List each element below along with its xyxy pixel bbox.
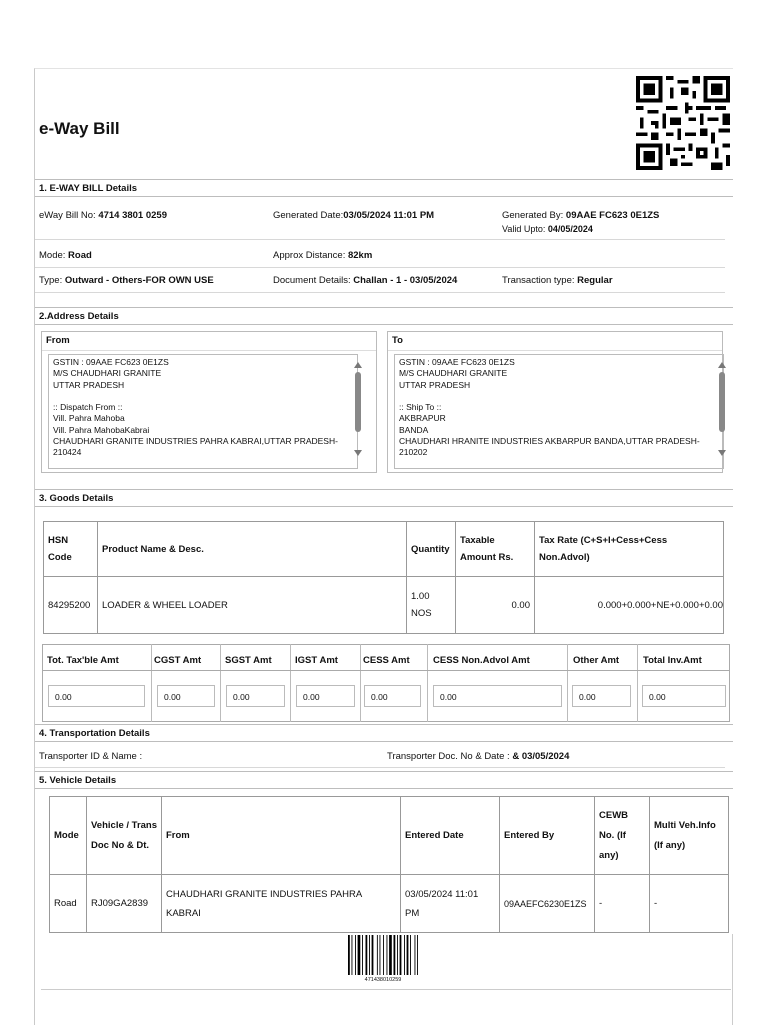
taxable-header: Taxable Amount Rs.: [456, 522, 535, 577]
transport-row: [35, 745, 725, 768]
document-details: Challan - 1 - 03/05/2024: [353, 275, 458, 286]
distance: 82km: [347, 250, 373, 261]
eway-details-section-title: 1. E-WAY BILL Details: [35, 179, 733, 197]
generated-by: 09AAE FC623 0E1ZS: [565, 210, 660, 221]
barcode-number: 471438010259: [364, 977, 402, 983]
from-address-text[interactable]: GSTIN : 09AAE FC623 0E1ZS M/S CHAUDHARI GRANITE UTTAR PRADESH :: Dispatch From :: Vill. Pahra Mahoba Vill. Pahra MahobaKabrai CHAUDHARI GRANITE INDUSTRIES PAHRA KABRAI,UTTAR PRADESH-210424: [48, 354, 358, 469]
vehicle-entered-by-cell: 09AAEFC6230E1ZS: [500, 875, 595, 933]
cgst-label: CGST Amt: [154, 655, 202, 666]
transaction-type-label: Transaction type:: [502, 275, 578, 286]
document-details-label: Document Details:: [273, 275, 354, 286]
to-address-text[interactable]: GSTIN : 09AAE FC623 0E1ZS M/S CHAUDHARI GRANITE UTTAR PRADESH :: Ship To :: AKBRAPUR BANDA CHAUDHARI HRANITE INDUSTRIES AKBARPUR BANDA,UTTAR PRADESH-210202: [394, 354, 724, 469]
distance-label: Approx Distance:: [273, 250, 348, 261]
mode: Road: [68, 250, 92, 261]
multi-veh-header: Multi Veh.Info (If any): [650, 797, 729, 875]
entered-date-header: Entered Date: [401, 797, 500, 875]
to-label: To: [388, 332, 722, 351]
bill-no: 4714 3801 0259: [98, 210, 167, 221]
cgst-value: 0.00: [157, 685, 215, 707]
vehicle-from-cell: CHAUDHARI GRANITE INDUSTRIES PAHRA KABRAI: [162, 875, 401, 933]
generated-date: 03/05/2024 11:01 PM: [343, 210, 435, 221]
transporter-label: Transporter ID & Name :: [39, 751, 143, 762]
tax-rate-header: Tax Rate (C+S+I+Cess+Cess Non.Advol): [535, 522, 724, 577]
mode-header: Mode: [50, 797, 87, 875]
quantity-header: Quantity: [407, 522, 456, 577]
eway-details-row-3: [35, 269, 725, 293]
product-cell: LOADER & WHEEL LOADER: [98, 577, 407, 634]
vehicle-no-cell: RJ09GA2839: [87, 875, 162, 933]
from-address-box: [41, 331, 377, 473]
hsn-cell: 84295200: [44, 577, 98, 634]
total-inv-label: Total Inv.Amt: [643, 655, 702, 666]
generated-by-label: Generated By:: [502, 210, 566, 221]
sgst-label: SGST Amt: [225, 655, 272, 666]
from-header: From: [162, 797, 401, 875]
igst-label: IGST Amt: [295, 655, 338, 666]
goods-row: [44, 577, 724, 634]
to-address-box: [387, 331, 723, 473]
cewb-header: CEWB No. (If any): [595, 797, 650, 875]
cess-label: CESS Amt: [363, 655, 410, 666]
hsn-header: HSN Code: [44, 522, 98, 577]
goods-section-title: 3. Goods Details: [35, 489, 733, 507]
transporter-doc: & 03/05/2024: [512, 751, 570, 762]
valid-upto: 04/05/2024: [547, 224, 593, 234]
vehicle-mode-cell: Road: [50, 875, 87, 933]
total-taxable-value: 0.00: [48, 685, 145, 707]
taxable-cell: 0.00: [456, 577, 535, 634]
vehicle-row: [50, 875, 729, 933]
goods-header-row: [44, 522, 724, 577]
page-title: e-Way Bill: [39, 119, 120, 138]
cess-value: 0.00: [364, 685, 421, 707]
vehicle-multi-cell: -: [650, 875, 729, 933]
product-header: Product Name & Desc.: [98, 522, 407, 577]
other-amt-label: Other Amt: [573, 655, 620, 666]
quantity-cell: 1.00 NOS: [407, 577, 456, 634]
vehicle-header-row: [50, 797, 729, 875]
valid-upto-label: Valid Upto:: [502, 224, 548, 234]
vehicle-entered-date-cell: 03/05/2024 11:01 PM: [401, 875, 500, 933]
from-label: From: [42, 332, 376, 351]
goods-table: [43, 521, 724, 634]
transaction-type: Regular: [577, 275, 613, 286]
tax-rate-cell: 0.000+0.000+NE+0.000+0.00: [535, 577, 724, 634]
transporter-doc-label: Transporter Doc. No & Date :: [387, 751, 513, 762]
generated-date-label: Generated Date:: [273, 210, 344, 221]
transport-section-title: 4. Transportation Details: [35, 724, 733, 742]
eway-details-row-1: [35, 200, 725, 240]
barcode-area: [41, 934, 731, 990]
total-inv-value: 0.00: [642, 685, 726, 707]
mode-label: Mode:: [39, 250, 69, 261]
from-scrollbar[interactable]: [354, 362, 362, 462]
type: Outward - Others-FOR OWN USE: [64, 275, 214, 286]
entered-by-header: Entered By: [500, 797, 595, 875]
barcode-icon: [348, 935, 418, 975]
igst-value: 0.00: [296, 685, 355, 707]
cess-non-advol-value: 0.00: [433, 685, 562, 707]
eway-bill-page: [34, 68, 733, 1025]
other-amt-value: 0.00: [572, 685, 631, 707]
cess-non-advol-label: CESS Non.Advol Amt: [433, 655, 530, 666]
sgst-value: 0.00: [226, 685, 285, 707]
vehicle-section-title: 5. Vehicle Details: [35, 771, 733, 789]
to-scrollbar[interactable]: [718, 362, 726, 462]
vehicle-cewb-cell: -: [595, 875, 650, 933]
address-section-title: 2.Address Details: [35, 307, 733, 325]
vehicle-header: Vehicle / Trans Doc No & Dt.: [87, 797, 162, 875]
vehicle-table: [49, 796, 729, 933]
total-taxable-label: Tot. Tax'ble Amt: [47, 655, 119, 666]
eway-details-row-2: [35, 244, 725, 268]
type-label: Type:: [39, 275, 65, 286]
qr-code-icon: [636, 75, 730, 171]
bill-no-label: eWay Bill No:: [39, 210, 99, 221]
